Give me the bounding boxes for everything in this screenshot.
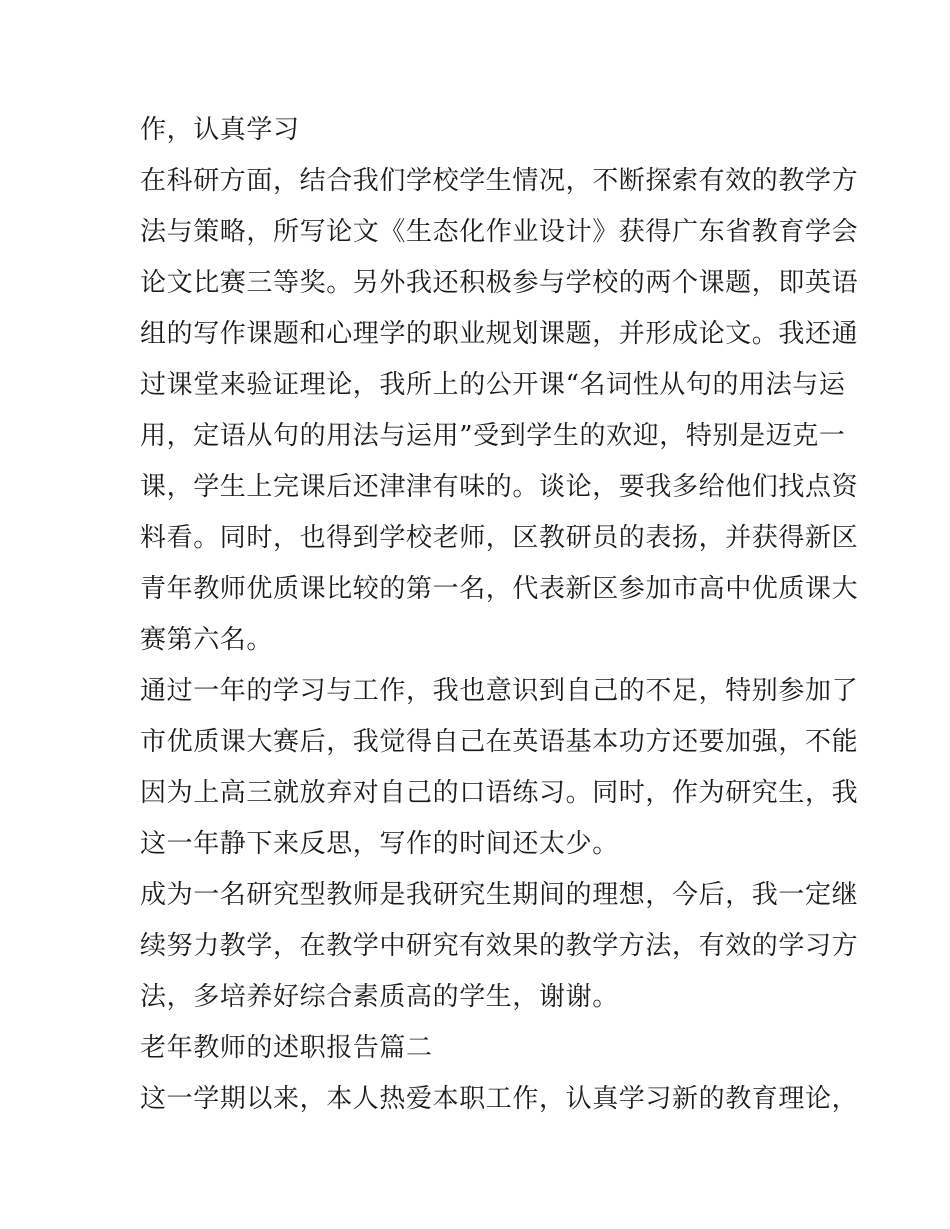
- text-line: 这一学期以来，本人热爱本职工作，认真学习新的教育理论，: [140, 1084, 859, 1114]
- text-line: 青年教师优质课比较的第一名，代表新区参加市高中优质课大: [140, 574, 859, 604]
- text-line: 法与策略，所写论文《生态化作业设计》获得广东省教育学会: [140, 217, 859, 247]
- text-line: 法，多培养好综合素质高的学生，谢谢。: [140, 982, 619, 1012]
- text-line: 因为上高三就放弃对自己的口语练习。同时，作为研究生，我: [140, 778, 859, 808]
- text-line: 赛第六名。: [140, 625, 274, 655]
- text-line: 用，定语从句的用法与运用”受到学生的欢迎，特别是迈克一: [140, 421, 846, 451]
- text-line: 作，认真学习: [140, 115, 300, 145]
- text-line: 市优质课大赛后，我觉得自己在英语基本功方还要加强，不能: [140, 727, 859, 757]
- text-line: 料看。同时，也得到学校老师，区教研员的表扬，并获得新区: [140, 523, 859, 553]
- text-line: 课，学生上完课后还津津有味的。谈论，要我多给他们找点资: [140, 472, 859, 502]
- text-line: 论文比赛三等奖。另外我还积极参与学校的两个课题，即英语: [140, 268, 859, 298]
- text-line: 这一年静下来反思，写作的时间还太少。: [140, 829, 619, 859]
- text-line: 续努力教学，在教学中研究有效果的教学方法，有效的学习方: [140, 931, 859, 961]
- text-line: 通过一年的学习与工作，我也意识到自己的不足，特别参加了: [140, 676, 859, 706]
- text-line: 成为一名研究型教师是我研究生期间的理想，今后，我一定继: [140, 880, 859, 910]
- text-line: 在科研方面，结合我们学校学生情况，不断探索有效的教学方: [140, 166, 859, 196]
- text-line: 组的写作课题和心理学的职业规划课题，并形成论文。我还通: [140, 319, 859, 349]
- section-heading: 老年教师的述职报告篇二: [140, 1033, 433, 1063]
- text-line: 过课堂来验证理论，我所上的公开课“名词性从句的用法与运: [140, 370, 846, 400]
